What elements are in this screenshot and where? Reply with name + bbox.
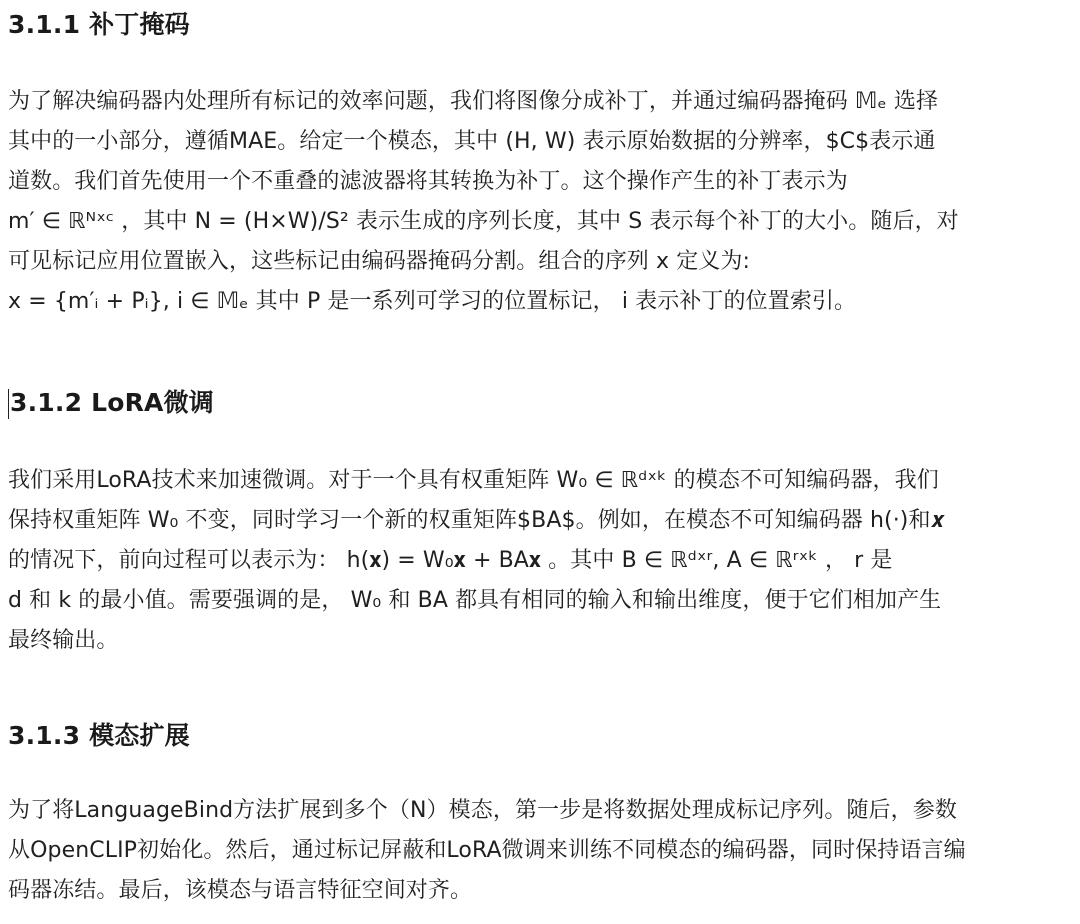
paragraph-line: 为了解决编码器内处理所有标记的效率问题，我们将图像分成补丁，并通过编码器掩码 𝕄ₑ 选择 xyxy=(8,89,939,114)
section-paragraph-lora xyxy=(8,461,1072,661)
paragraph-line: 为了将LanguageBind方法扩展到多个（N）模态，第一步是将数据处理成标记序列。随后，参数 xyxy=(8,798,957,823)
paragraph-line: 保持权重矩阵 W₀ 不变，同时学习一个新的权重矩阵$BA$。例如，在模态不可知编码器 h(·)和𝒙 xyxy=(8,508,945,533)
text-cursor xyxy=(8,389,9,419)
section-heading-modality-extension: 3.1.3 模态扩展 xyxy=(8,721,190,750)
section-paragraph-modality-extension xyxy=(8,791,1072,911)
paragraph-line: 的情况下，前向过程可以表示为： h(𝐱) = W₀𝐱 + BA𝐱 。其中 B ∈ ℝᵈˣʳ, A ∈ ℝʳˣᵏ ， r 是 xyxy=(8,548,893,573)
section-heading-lora xyxy=(8,386,214,420)
paragraph-line: 其中的一小部分，遵循MAE。给定一个模态，其中 (H, W) 表示原始数据的分辨率，$C$表示通 xyxy=(8,129,936,154)
paragraph-line: 我们采用LoRA技术来加速微调。对于一个具有权重矩阵 W₀ ∈ ℝᵈˣᵏ 的模态不可知编码器，我们 xyxy=(8,468,939,493)
section-heading-patch-mask: 3.1.1 补丁掩码 xyxy=(8,10,190,39)
paragraph-line: m′ ∈ ℝᴺˣᶜ ，其中 N = (H×W)/S² 表示生成的序列长度，其中 S 表示每个补丁的大小。随后，对 xyxy=(8,209,959,234)
paragraph-line: x = {m′ᵢ + Pᵢ}, i ∈ 𝕄ₑ 其中 P 是一系列可学习的位置标记， i 表示补丁的位置索引。 xyxy=(8,289,857,314)
paragraph-line: 码器冻结。最后，该模态与语言特征空间对齐。 xyxy=(8,878,473,903)
section-heading-lora-text: 3.1.2 LoRA微调 xyxy=(10,388,214,417)
paragraph-line: d 和 k 的最小值。需要强调的是， W₀ 和 BA 都具有相同的输入和输出维度，便于它们相加产生 xyxy=(8,588,942,613)
paragraph-line: 道数。我们首先使用一个不重叠的滤波器将其转换为补丁。这个操作产生的补丁表示为 xyxy=(8,169,848,194)
paragraph-line: 从OpenCLIP初始化。然后，通过标记屏蔽和LoRA微调来训练不同模态的编码器，同时保持语言编 xyxy=(8,838,966,863)
section-paragraph-patch-mask xyxy=(8,82,1072,322)
paragraph-line: 可见标记应用位置嵌入，这些标记由编码器掩码分割。组合的序列 x 定义为: xyxy=(8,249,751,274)
paragraph-line: 最终输出。 xyxy=(8,628,119,653)
